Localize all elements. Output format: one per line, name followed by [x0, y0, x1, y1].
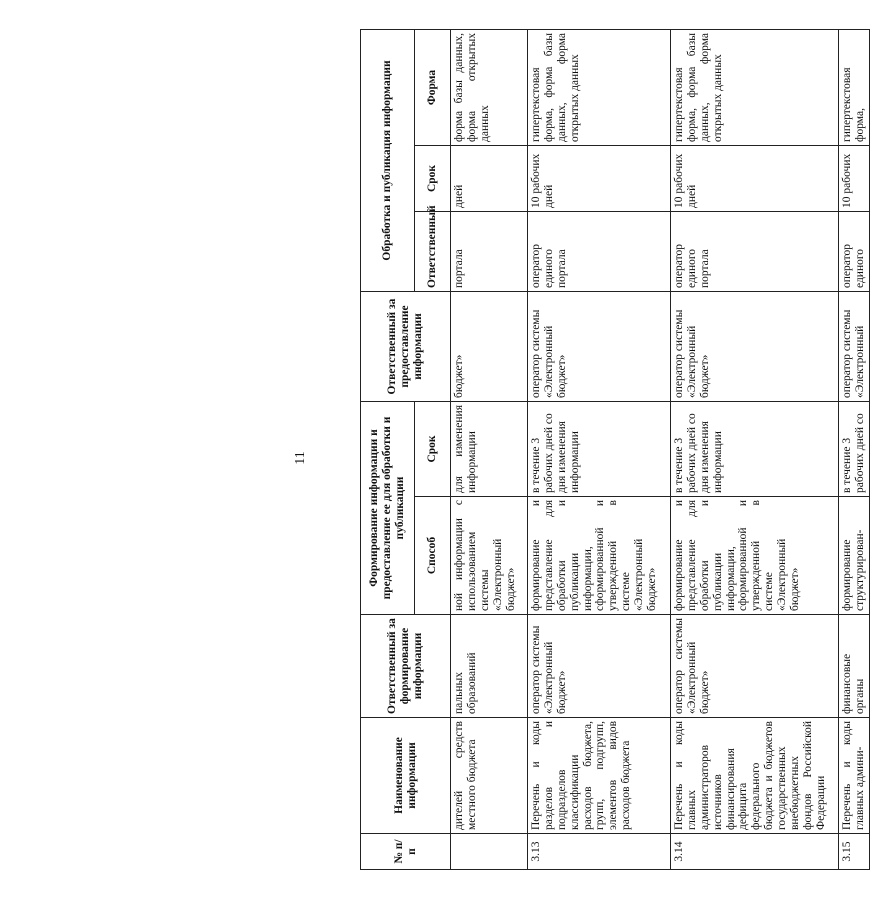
- cell-form: форма базы данных, форма открытых данных: [451, 29, 528, 145]
- cell-responsible-forming: финансовые органы: [839, 615, 870, 718]
- cell-responsible: оператор единого: [839, 212, 870, 292]
- cell-num: 3.15: [839, 834, 870, 870]
- cell-form: гипертекстовая форма,: [839, 29, 870, 145]
- cell-responsible: портала: [451, 212, 528, 292]
- cell-term: для изменения информации: [451, 402, 528, 497]
- cell-responsible: оператор единого портала: [528, 212, 671, 292]
- cell-form: гипертекстовая форма, форма базы данных, форма открытых данных: [671, 29, 839, 145]
- cell-proc-term: дней: [451, 146, 528, 212]
- header-term: Срок: [415, 402, 451, 497]
- header-responsible-forming: Ответственный за формирование информации: [361, 615, 451, 718]
- cell-proc-term: 10 рабочих дней: [528, 146, 671, 212]
- table-row: [451, 29, 528, 869]
- header-forming-group: Формирование информации и предоставление ее для обработки и публикации: [361, 402, 415, 615]
- cell-term: в течение 3 рабочих дней со дня изменения информации: [528, 402, 671, 497]
- cell-form: гипертекстовая форма, форма базы данных, форма открытых данных: [528, 29, 671, 145]
- document-table: [360, 29, 870, 870]
- cell-name: Перечень и коды главных администраторов источников финансирования дефицита федерального бюджета и бюджетов государственных внебюджетных фондов Российской Федерации: [671, 718, 839, 834]
- cell-term: в течение 3 рабочих дней со: [839, 402, 870, 497]
- cell-method: формирование и представление для обработки и публикации информации, сформированной и утвержденной в системе «Электронный бюджет»: [671, 497, 839, 615]
- cell-name: Перечень и коды главных админи-: [839, 718, 870, 834]
- rotated-table-container: [360, 30, 866, 870]
- header-proc-term: Срок: [415, 146, 451, 212]
- cell-responsible-providing: оператор системы «Электронный: [839, 292, 870, 402]
- cell-responsible-forming: оператор системы «Электронный бюджет»: [671, 615, 839, 718]
- cell-num: 3.13: [528, 834, 671, 870]
- cell-term: в течение 3 рабочих дней со дня изменения информации: [671, 402, 839, 497]
- table-row: [839, 29, 870, 869]
- cell-responsible-providing: бюджет»: [451, 292, 528, 402]
- table-row: [671, 29, 839, 869]
- header-name: Наименование информации: [361, 718, 451, 834]
- header-form: Форма: [415, 29, 451, 145]
- header-processing-group: Обработка и публикация информации: [361, 29, 415, 291]
- cell-responsible-forming: пальных образований: [451, 615, 528, 718]
- cell-method: формирование и представление для обработки и публикации информации, сформированной и утвержденной в системе «Электронный бюджет»: [528, 497, 671, 615]
- cell-responsible-providing: оператор системы «Электронный бюджет»: [528, 292, 671, 402]
- cell-method: ной информации с использованием системы «Электронный бюджет»: [451, 497, 528, 615]
- cell-responsible-forming: оператор системы «Электронный бюджет»: [528, 615, 671, 718]
- cell-proc-term: 10 рабочих дней: [671, 146, 839, 212]
- header-responsible-providing: Ответственный за предоставление информации: [361, 292, 451, 402]
- cell-name: Перечень и коды разделов и подразделов классификации расходов бюджета, групп, подгрупп, элементов видов расходов бюджета: [528, 718, 671, 834]
- cell-responsible-providing: оператор системы «Электронный бюджет»: [671, 292, 839, 402]
- header-num: № п/п: [361, 834, 451, 870]
- cell-responsible: оператор единого портала: [671, 212, 839, 292]
- table-row: [528, 29, 671, 869]
- header-responsible: Ответственный: [415, 212, 451, 292]
- cell-name: дителей средств местного бюджета: [451, 718, 528, 834]
- cell-proc-term: 10 рабочих: [839, 146, 870, 212]
- cell-num: [451, 834, 528, 870]
- cell-method: формирование структурирован-: [839, 497, 870, 615]
- cell-num: 3.14: [671, 834, 839, 870]
- page-number: 11: [293, 451, 308, 465]
- header-method: Способ: [415, 497, 451, 615]
